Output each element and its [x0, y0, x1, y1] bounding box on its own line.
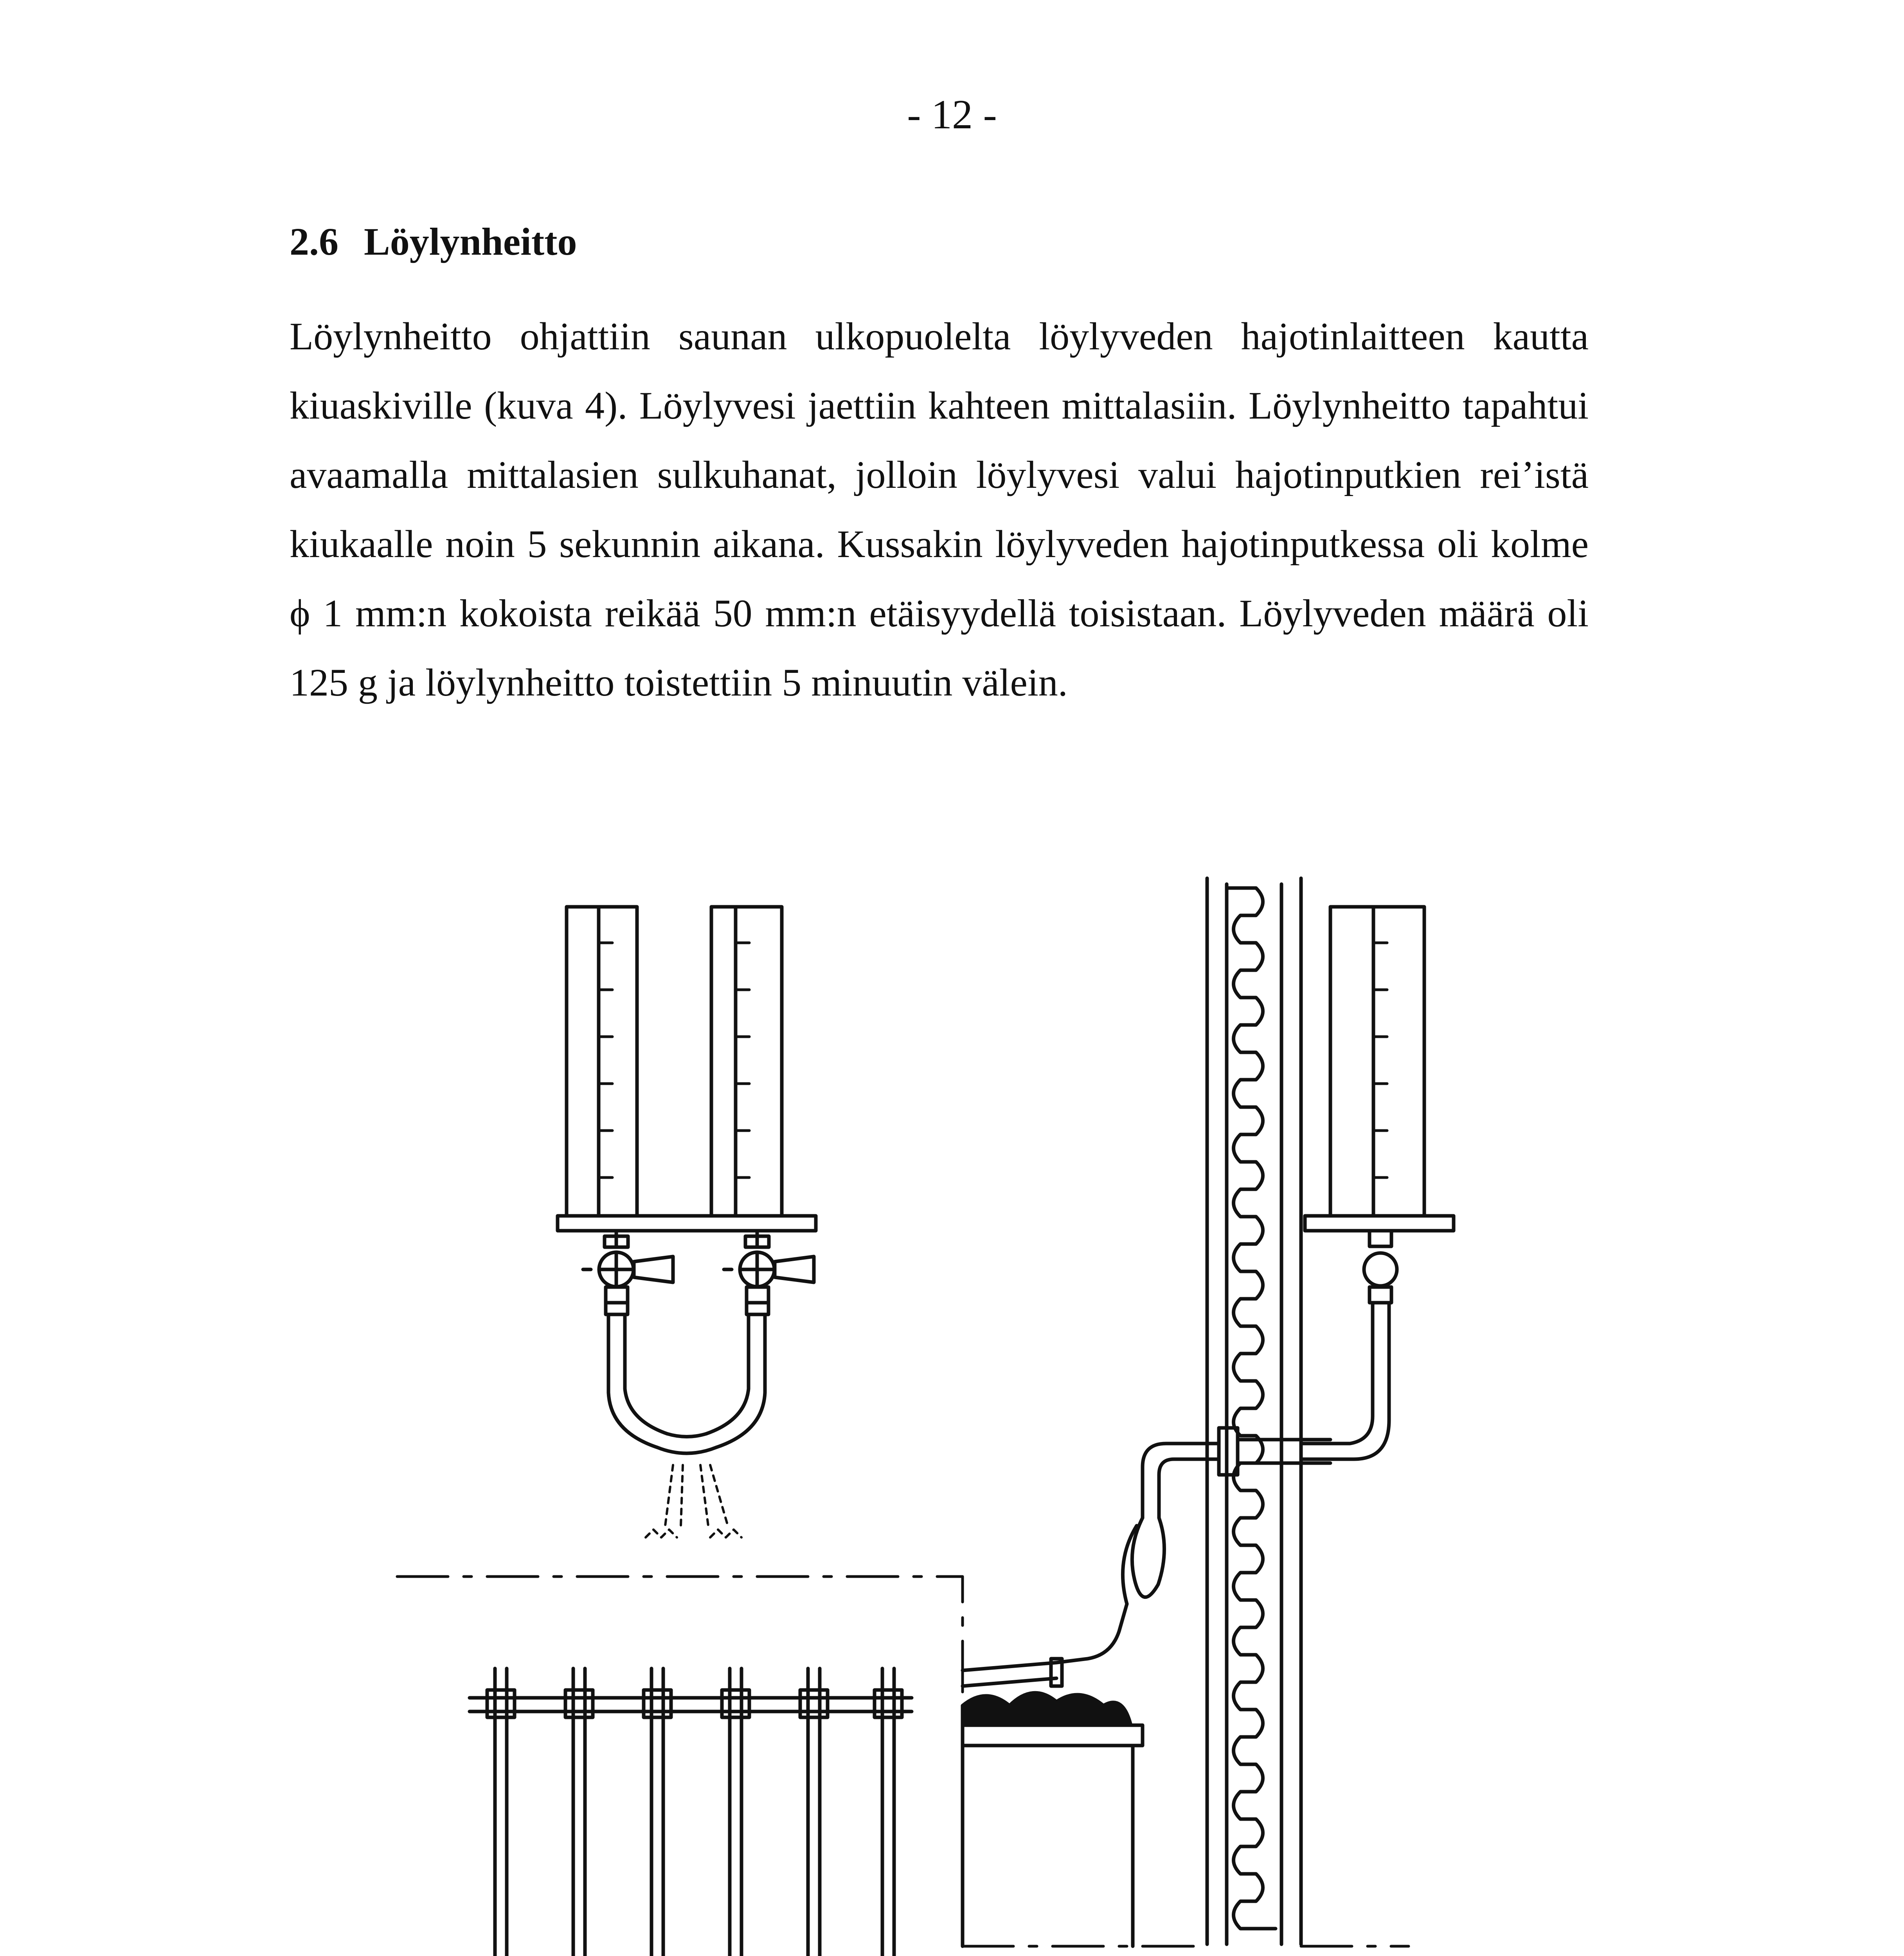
- paragraph-line: avaamalla mittalasien sulkuhanat, jolloin löylyvesi valui hajotinputkien rei’istä: [290, 453, 1589, 496]
- measuring-glass-outside: [1303, 907, 1454, 1459]
- paragraph-line: 125 g ja löylynheitto toistettiin 5 minuutin välein.: [290, 661, 1068, 704]
- glass-holder-shelf: [558, 1216, 816, 1231]
- shutoff-valve-right: [724, 1231, 814, 1314]
- paragraph-line: Löylynheitto ohjattiin saunan ulkopuolelta löylyveden hajotinlaitteen kautta: [290, 315, 1589, 358]
- measuring-glass-right: [711, 907, 782, 1216]
- hose-pair: [608, 1314, 765, 1453]
- paragraph-line: ϕ 1 mm:n kokoista reikää 50 mm:n etäisyydellä toisistaan. Löylyveden määrä oli: [290, 591, 1589, 635]
- shutoff-valve-left: [583, 1231, 673, 1314]
- sauna-heater: [963, 1693, 1143, 1946]
- wall-penetration-pipe: [963, 1428, 1330, 1686]
- sauna-outline-dashed: [397, 1577, 1409, 1946]
- section-title: Löylynheitto: [364, 220, 577, 263]
- section-number: 2.6: [290, 220, 338, 263]
- measuring-glass-left: [567, 907, 637, 1216]
- water-spray: [646, 1465, 741, 1537]
- paragraph-line: kiukaalle noin 5 sekunnin aikana. Kussakin löylyveden hajotinputkessa oli kolme: [290, 522, 1589, 566]
- paragraph-line: kiuaskiville (kuva 4). Löylyvesi jaettiin kahteen mittalasiin. Löylynheitto tapahtui: [290, 384, 1589, 427]
- spray-rack: [470, 1668, 912, 1956]
- sauna-wall: [1207, 878, 1301, 1944]
- page-number: - 12 -: [907, 92, 997, 137]
